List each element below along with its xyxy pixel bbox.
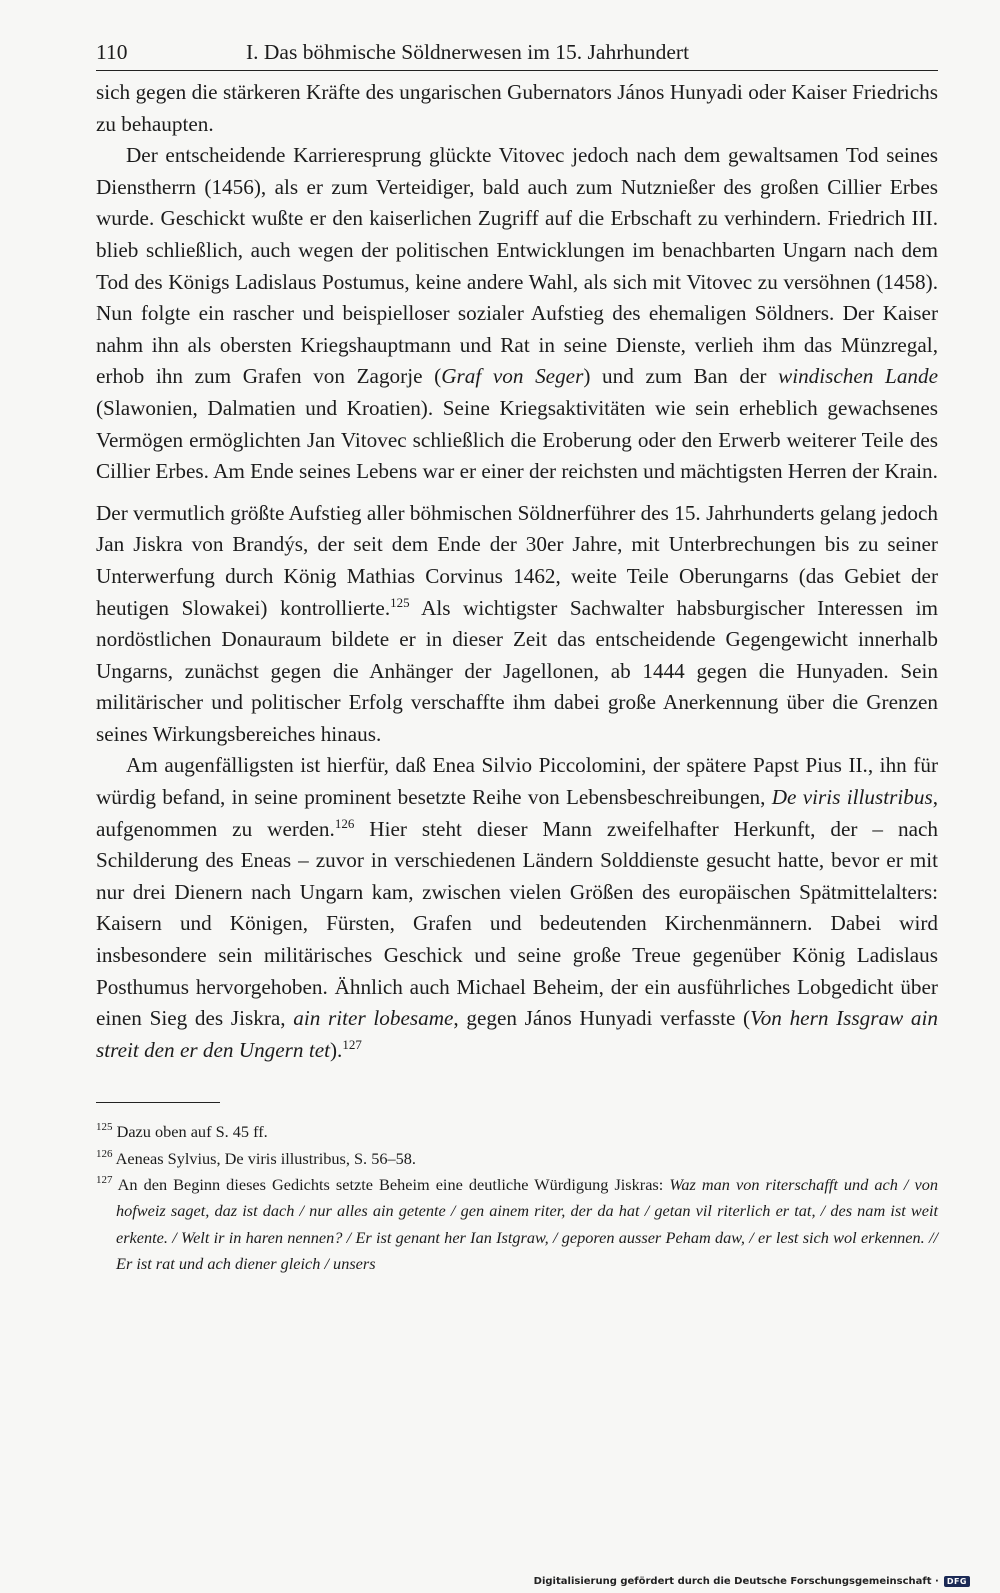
paragraph: [96, 750, 938, 1066]
footnote-125: [96, 1119, 938, 1145]
text-run: ).: [330, 1037, 343, 1062]
text-run: , gegen János Hunyadi verfasste (: [453, 1006, 751, 1031]
main-text: [96, 77, 938, 1066]
paragraph: [96, 498, 938, 751]
header-rule: [96, 70, 938, 71]
running-title: I. Das böhmische Söldnerwesen im 15. Jahrhundert: [246, 40, 690, 64]
book-page: [96, 38, 938, 1277]
text-run: , aufgenommen zu werden.: [96, 785, 938, 841]
footnote-127: [96, 1172, 938, 1277]
text-run: An den Beginn dieses Gedichts setzte Beheim eine deutliche Würdigung Jiskras:: [112, 1175, 670, 1194]
paragraph: [96, 77, 938, 140]
text-run: Hier steht dieser Mann zweifelhafter Herkunft, der – nach Schilderung des Eneas – zuvor in verschiedenen Ländern Solddienste gesucht hatte, bevor er mit nur drei Dienern nach Ungarn kam, zwischen vielen Größen des europäischen Spätmittelalters: Kaisern und Königen, Fürsten, Grafen und bedeutenden Kirchenmännern. Dabei wird insbesondere sein militärisches Geschick und seine große Treue gegenüber König Ladislaus Posthumus hervorgehoben. Ähnlich auch Michael Beheim, der ein ausführliches Lobgedicht über einen Sieg des Jiskra,: [96, 816, 938, 1031]
italic-text: Graf von Seger: [441, 364, 584, 389]
italic-text: Von hern Issgraw ain streit den er den Ungern tet: [96, 1006, 938, 1062]
text-run: sich gegen die stärkeren Kräfte des ungarischen Gubernators János Hunyadi oder Kaiser Friedrichs zu behaupten.: [96, 80, 938, 136]
footnote-126: [96, 1146, 938, 1172]
footnote-ref: 127: [342, 1036, 362, 1052]
credit-text: Digitalisierung gefördert durch die Deutsche Forschungsgemeinschaft ·: [533, 1576, 939, 1587]
text-run: Der vermutlich größte Aufstieg aller böhmischen Söldnerführer des 15. Jahrhunderts gelang jedoch Jan Jiskra von Brandýs, der seit dem Ende der 30er Jahre, mit Unterbrechungen bis zu seiner Unterwerfung durch König Mathias Corvinus 1462, weite Teile Oberungarns (das Gebiet der heutigen Slowakei) kontrollierte.: [96, 500, 938, 620]
footnotes: [96, 1119, 938, 1277]
footnote-rule: [96, 1102, 220, 1103]
italic-text: ain riter lobesame: [293, 1006, 454, 1031]
italic-text: De viris illustribus: [771, 785, 933, 810]
page-number: 110: [96, 40, 128, 64]
dfg-logo-icon: DFG: [944, 1576, 970, 1587]
footnote-ref: 125: [390, 594, 410, 610]
text-run: ) und zum Ban der: [583, 364, 779, 389]
text-run: Aeneas Sylvius, De viris illustribus, S. 56–58.: [112, 1148, 416, 1168]
digitization-credit: [534, 1576, 970, 1587]
footnote-ref: 127: [96, 1174, 113, 1186]
footnote-ref: 125: [96, 1121, 113, 1134]
text-run: (Slawonien, Dalmatien und Kroatien). Seine Kriegsaktivitäten wie sein erheblich gewachsenes Vermögen ermöglichten Jan Vitovec schließlich die Eroberung oder den Erwerb weiterer Teile des Cillier Erbes. Am Ende seines Lebens war er einer der reichsten und mächtigsten Herren der Krain.: [96, 395, 938, 484]
footnote-ref: 126: [96, 1147, 113, 1160]
italic-text: windischen Lande: [778, 364, 939, 389]
paragraph: [96, 140, 938, 488]
footnote-ref: 126: [334, 815, 355, 831]
text-run: Der entscheidende Karrieresprung glückte Vitovec jedoch nach dem gewaltsamen Tod seines Dienstherrn (1456), als er zum Verteidiger, bald auch zum Nutznießer des großen Cillier Erbes wurde. Geschickt wußte er den kaiserlichen Zugriff auf die Erbschaft zu verhindern. Friedrich III. blieb schließlich, auch wegen der politischen Entwicklungen im benachbarten Ungarn nach dem Tod des Königs Ladislaus Postumus, keine andere Wahl, als sich mit Vitovec zu versöhnen (1458). Nun folgte ein rascher und beispielloser sozialer Aufstieg des ehemaligen Söldners. Der Kaiser nahm ihn als obersten Kriegshauptmann und Rat in seine Dienste, verlieh ihm das Münzregal, erhob ihn zum Grafen von Zagorje (: [96, 143, 938, 389]
text-run: Dazu oben auf S. 45 ff.: [112, 1122, 268, 1142]
running-header: [96, 38, 938, 66]
text-run: Am augenfälligsten ist hierfür, daß Enea Silvio Piccolomini, der spätere Papst Pius II., ihn für würdig befand, in seine prominent besetzte Reihe von Lebensbeschreibungen,: [96, 753, 938, 810]
italic-text: Waz man von riterschafft und ach / von hofweiz saget, daz ist dach / nur alles ain getente / gen ainem riter, der da hat / getan vil riterlich er tat, / des nam ist weit erkente. / Welt ir in haren nennen? / Er ist genant her Ian Istgraw, / geporen ausser Peham daw, / er lest sich wol erkennen. // Er ist rat und ach diener gleich / unsers: [116, 1175, 938, 1273]
text-run: Als wichtigster Sachwalter habsburgischer Interessen im nordöstlichen Donauraum bildete er in dieser Zeit das entscheidende Gegengewicht innerhalb Ungarns, zunächst gegen die Anhänger der Jagellonen, ab 1444 gegen die Hunyaden. Sein militärischer und politischer Erfolg verschaffte ihm dabei große Anerkennung über die Grenzen seines Wirkungsbereiches hinaus.: [96, 595, 938, 746]
